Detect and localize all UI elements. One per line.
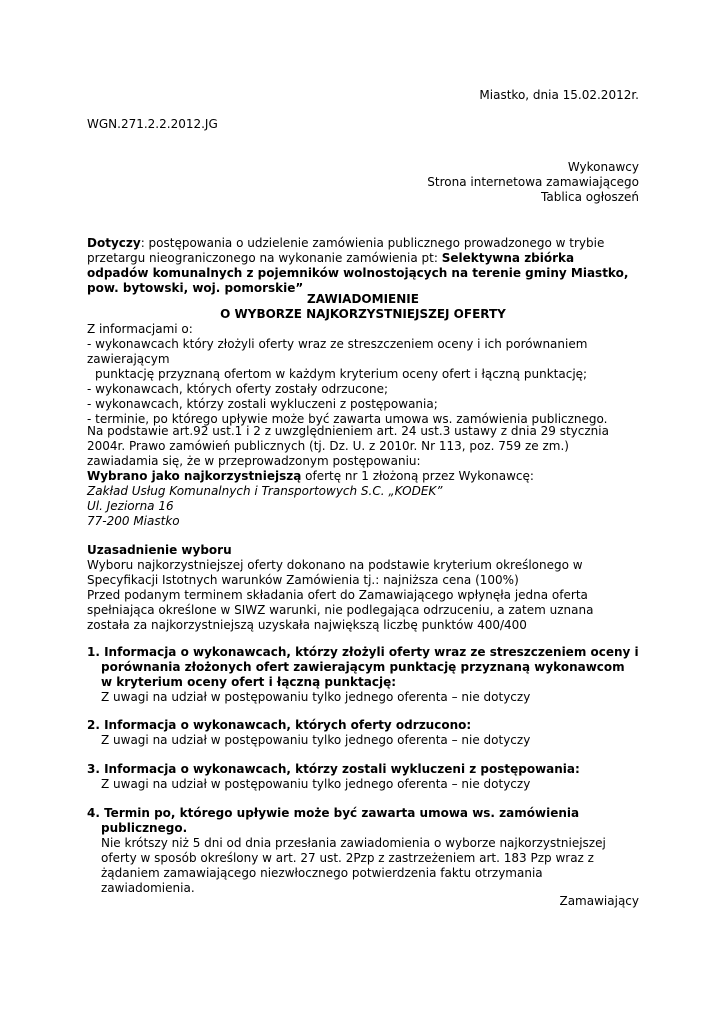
justification <box>87 543 639 633</box>
section-heading: 3. Informacja o wykonawcach, którzy zostali wykluczeni z postępowania: <box>87 762 580 776</box>
reference-number: WGN.271.2.2.2012.JG <box>87 117 218 131</box>
list-item: - wykonawcach który złożyli oferty wraz ze streszczeniem oceny i ich porównaniem zawierającym <box>87 337 588 366</box>
justification-text-1: Wyboru najkorzystniejszej oferty dokonano na podstawie kryterium określonego w Specyfikacji Istotnych warunków Zamówienia tj.: najniższa cena (100%) <box>87 558 583 587</box>
section-1 <box>87 645 639 705</box>
section-heading: 4. Termin po, którego upływie może być zawarta umowa ws. zamówienia publicznego. <box>87 806 580 835</box>
section-body: Nie krótszy niż 5 dni od dnia przesłania zawiadomienia o wyborze najkorzystniejszej oferty w sposób określony w art. 27 ust. 2Pzp z zastrzeżeniem art. 183 Pzp wraz z żądaniem zamawiającego niezwłocznego potwierdzenia faktu otrzymania zawiadomienia. <box>101 836 606 895</box>
list-item: - wykonawcach, którzy zostali wykluczeni z postępowania; <box>87 397 438 411</box>
subject-label: Dotyczy <box>87 236 141 250</box>
section-body: Z uwagi na udział w postępowaniu tylko jednego oferenta – nie dotyczy <box>101 777 531 791</box>
chosen-text: ofertę nr 1 złożoną przez Wykonawcę: <box>301 469 534 483</box>
legal-text: Na podstawie art.92 ust.1 i 2 z uwzględnieniem art. 24 ust.3 ustawy z dnia 29 stycznia 2004r. Prawo zamówień publicznych (tj. Dz. U. z 2010r. Nr 113, poz. 759 ze zm.) zawiadamia się, że w przeprowadzonym postępowaniu: <box>87 424 609 468</box>
justification-text-2: Przed podanym terminem składania ofert do Zamawiającego wpłynęła jedna oferta spełniająca określone w SIWZ warunki, nie podlegająca odrzuceniu, a zatem uznana została za najkorzystniejszą uzyskała największą liczbę punktów 400/400 <box>87 588 594 632</box>
section-2 <box>87 718 639 748</box>
recipient: Tablica ogłoszeń <box>541 190 639 204</box>
chosen-offer <box>87 469 639 484</box>
list-item: - terminie, po którego upływie może być zawarta umowa ws. zamówienia publicznego. <box>87 412 608 426</box>
signature: Zamawiający <box>559 894 639 908</box>
contractor-name: Zakład Usług Komunalnych i Transportowych S.C. „KODEK” <box>87 484 443 498</box>
info-intro: Z informacjami o: <box>87 322 193 336</box>
recipient: Wykonawcy <box>567 160 639 174</box>
chosen-label: Wybrano jako najkorzystniejszą <box>87 469 302 483</box>
list-item: - wykonawcach, których oferty zostały odrzucone; <box>87 382 389 396</box>
section-4 <box>87 806 639 896</box>
notice-title-line2: O WYBORZE NAJKORZYSTNIEJSZEJ OFERTY <box>220 307 506 321</box>
info-list <box>87 322 639 427</box>
justification-heading: Uzasadnienie wyboru <box>87 543 232 557</box>
recipients-block <box>87 160 639 205</box>
section-3 <box>87 762 639 792</box>
section-body: Z uwagi na udział w postępowaniu tylko jednego oferenta – nie dotyczy <box>101 733 531 747</box>
section-body: Z uwagi na udział w postępowaniu tylko jednego oferenta – nie dotyczy <box>101 690 531 704</box>
notice-title <box>87 292 639 322</box>
place-date: Miastko, dnia 15.02.2012r. <box>479 88 639 102</box>
subject-paragraph <box>87 236 639 296</box>
contractor-street: Ul. Jeziorna 16 <box>87 499 174 513</box>
notice-title-line1: ZAWIADOMIENIE <box>307 292 419 306</box>
section-heading: 1. Informacja o wykonawcach, którzy złożyli oferty wraz ze streszczeniem oceny i porównania złożonych ofert zawierającym punktację przyznaną wykonawcom w kryterium oceny ofert i łączną punktację: <box>87 645 639 689</box>
list-item: punktację przyznaną ofertom w każdym kryterium oceny ofert i łączną punktację; <box>95 367 588 381</box>
subject-text: : postępowania o udzielenie zamówienia publicznego prowadzonego w trybie przetargu nieograniczonego na wykonanie zamówienia pt: <box>87 236 605 265</box>
section-heading: 2. Informacja o wykonawcach, których oferty odrzucono: <box>87 718 472 732</box>
contractor-city: 77-200 Miastko <box>87 514 180 528</box>
recipient: Strona internetowa zamawiającego <box>427 175 639 189</box>
subject-title: Selektywna zbiórka odpadów komunalnych z pojemników wolnostojących na terenie gminy Miastko, pow. bytowski, woj. pomorskie” <box>87 251 629 295</box>
legal-basis <box>87 424 639 529</box>
